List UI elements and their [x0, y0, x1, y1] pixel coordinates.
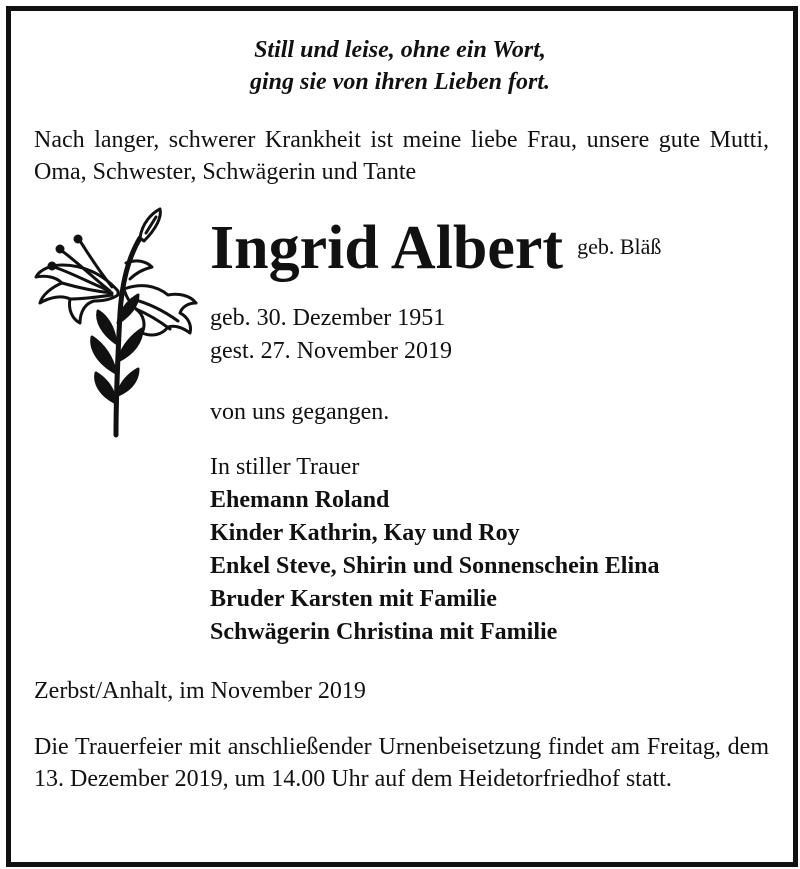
place-and-date: Zerbst/Anhalt, im November 2019 — [34, 678, 366, 704]
deceased-name: Ingrid Albert — [210, 214, 564, 282]
lily-icon — [32, 203, 200, 438]
verse-line-2: ging sie von ihren Lieben fort. — [249, 69, 550, 95]
mourner-line: Bruder Karsten mit Familie — [210, 586, 497, 612]
mourner-line: Schwägerin Christina mit Familie — [210, 619, 558, 645]
mourning-intro: In stiller Trauer — [210, 454, 360, 480]
maiden-name: geb. Bläß — [577, 234, 662, 259]
passed-away-text: von uns gegangen. — [210, 399, 390, 425]
deceased-name-line — [210, 213, 661, 283]
mourner-line: Ehemann Roland — [210, 487, 390, 513]
verse-line-1: Still und leise, ohne ein Wort, — [254, 37, 546, 63]
intro-text: Nach langer, schwerer Krankheit ist meine liebe Frau, unsere gute Mutti, Oma, Schwester, Schwägerin und Tante — [34, 127, 769, 185]
birth-date: geb. 30. Dezember 1951 — [210, 305, 446, 331]
mourner-line: Kinder Kathrin, Kay und Roy — [210, 520, 520, 546]
death-date: gest. 27. November 2019 — [210, 338, 452, 364]
life-dates — [210, 302, 452, 368]
verse — [0, 34, 800, 98]
funeral-details: Die Trauerfeier mit anschließender Urnenbeisetzung findet am Freitag, dem 13. Dezember 2019, um 14.00 Uhr auf dem Heidetorfriedhof statt. — [34, 734, 769, 792]
mourner-line: Enkel Steve, Shirin und Sonnenschein Elina — [210, 553, 660, 579]
mourners-block — [210, 451, 659, 649]
